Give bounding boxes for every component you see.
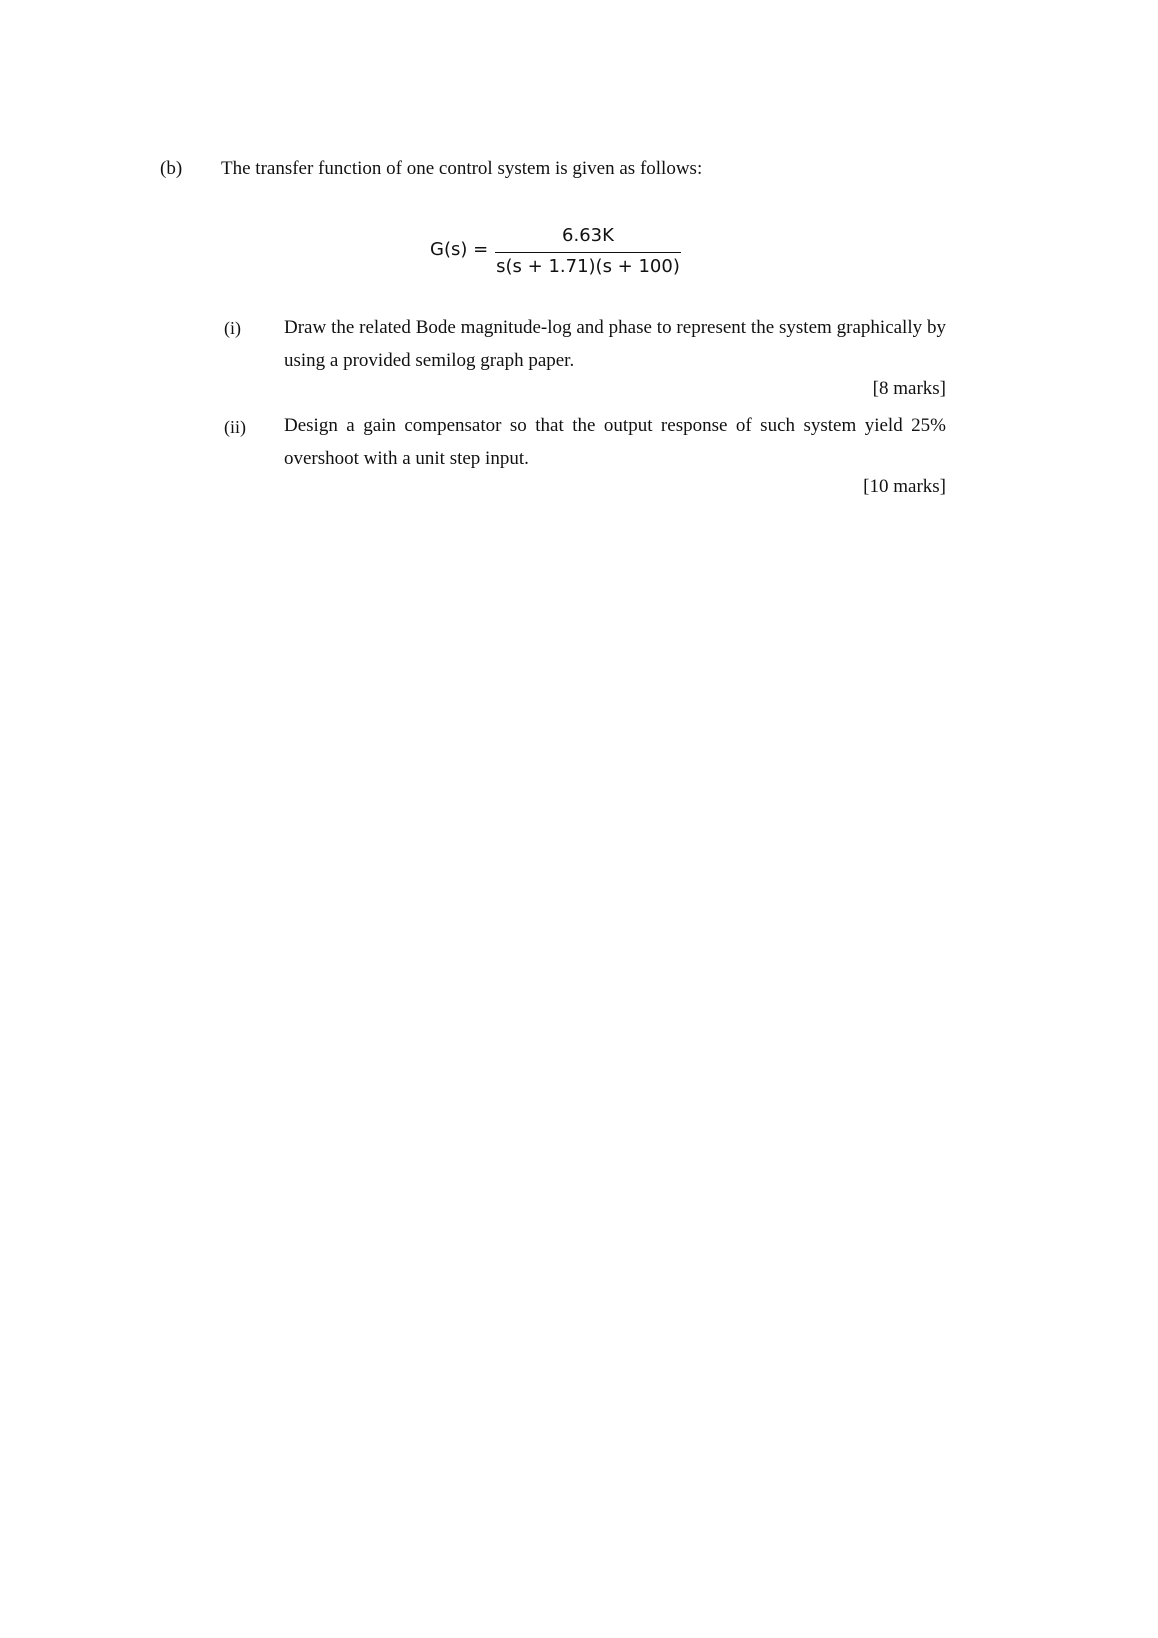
part-ii-text: Design a gain compensator so that the output response of such system yield 25% overshoot with a unit step input.: [284, 415, 946, 469]
question-intro: The transfer function of one control system is given as follows:: [221, 158, 703, 179]
equation-fraction: [495, 222, 681, 279]
equation-numerator: 6.63K: [562, 225, 614, 246]
part-ii-marks: [10 marks]: [863, 476, 946, 497]
equation-lhs: G(s) =: [430, 239, 489, 260]
question-label: (b): [160, 158, 183, 179]
equation-denominator: s(s + 1.71)(s + 100): [496, 256, 680, 277]
part-ii-label: (ii): [224, 417, 246, 437]
part-i-label: (i): [224, 318, 241, 338]
fraction-bar: [495, 252, 681, 253]
part-i-marks: [8 marks]: [872, 378, 946, 399]
part-i-text: Draw the related Bode magnitude-log and phase to represent the system graphically by using a provided semilog graph paper.: [284, 317, 946, 371]
